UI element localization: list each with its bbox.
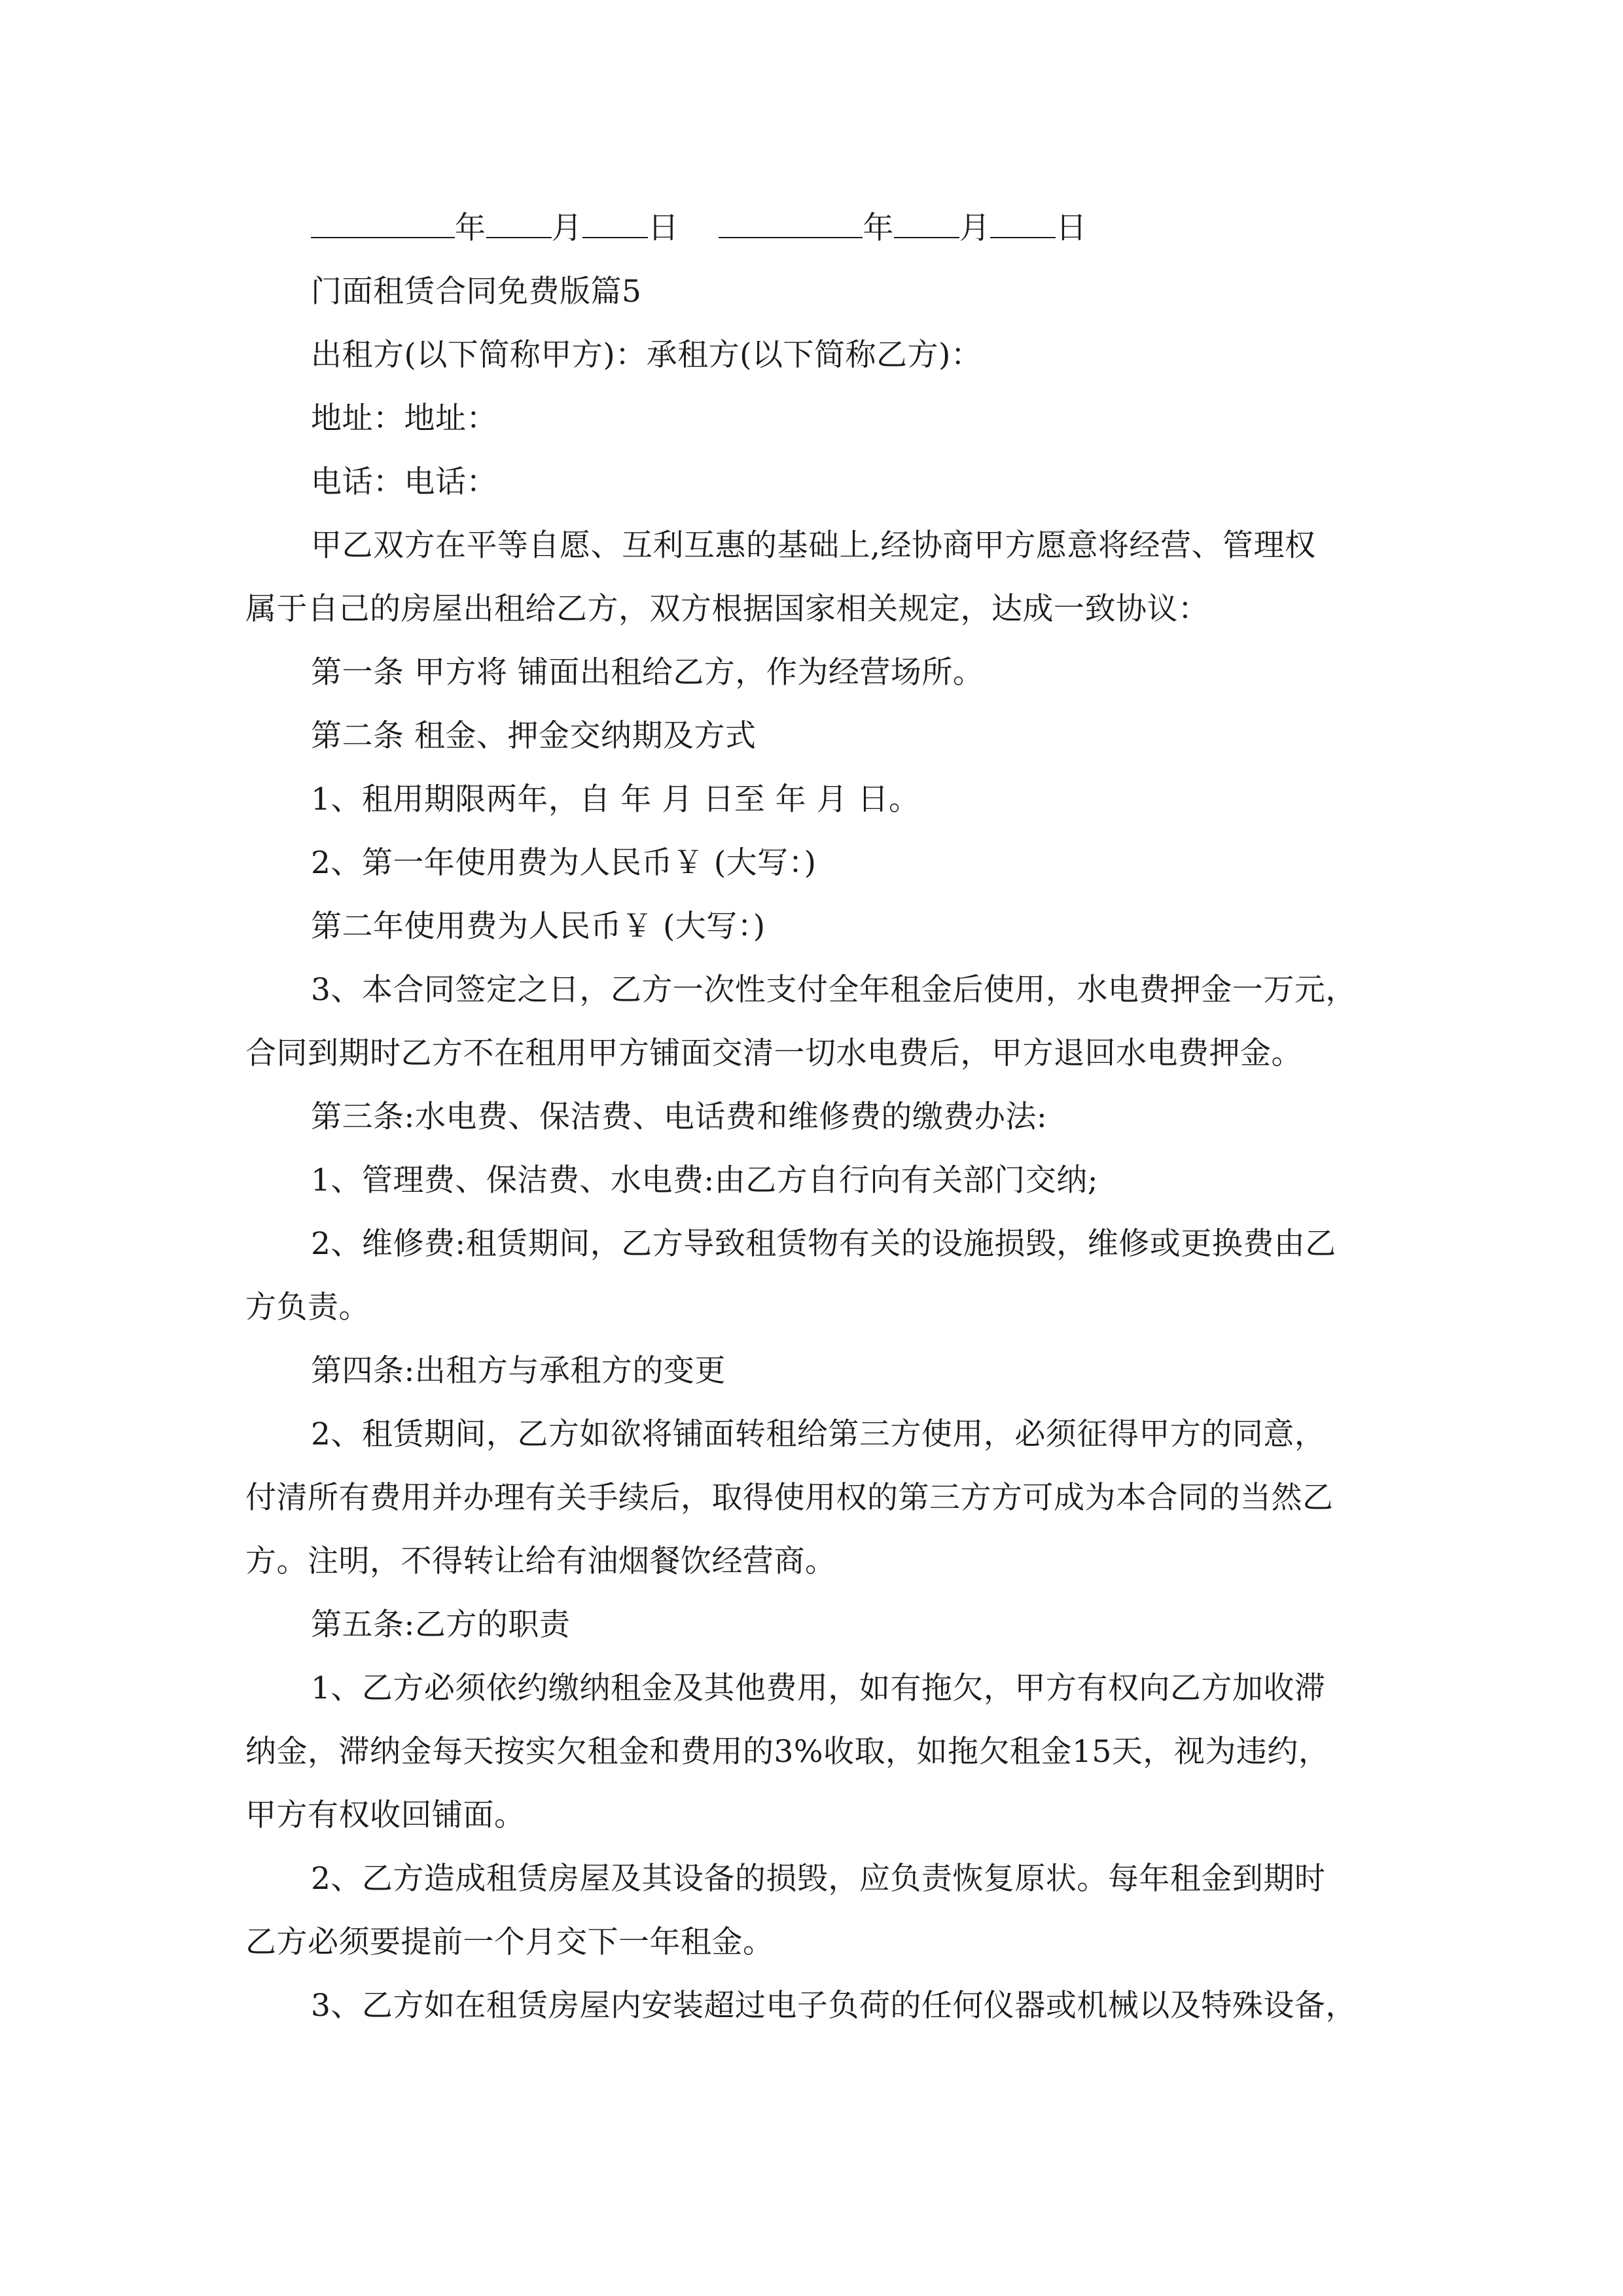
clause-line: 方。注明，不得转让给有油烟餐饮经营商。: [245, 1543, 836, 1579]
address-line: 地址：地址：: [311, 401, 497, 437]
day-label: 日: [1056, 210, 1087, 246]
year-label: 年: [863, 210, 894, 246]
phone-line: 电话：电话：: [311, 464, 497, 500]
clause-line: 3、本合同签定之日，乙方一次性支付全年租金后使用，水电费押金一万元，: [311, 972, 1357, 1008]
party-line: 出租方(以下简称甲方)：承租方(以下简称乙方)：: [311, 337, 982, 373]
article-heading: 第二条 租金、押金交纳期及方式: [311, 718, 757, 754]
month-label: 月: [551, 210, 582, 246]
day-blank: [582, 206, 648, 238]
clause-line: 1、租用期限两年，自 年 月 日至 年 月 日。: [311, 781, 920, 817]
year-blank: [719, 206, 863, 238]
day-blank: [990, 206, 1056, 238]
clause-line: 1、乙方必须依约缴纳租金及其他费用，如有拖欠，甲方有权向乙方加收滞: [311, 1670, 1326, 1706]
article-heading: 第四条:出租方与承租方的变更: [311, 1353, 726, 1389]
clause-line: 付清所有费用并办理有关手续后，取得使用权的第三方方可成为本合同的当然乙: [245, 1480, 1334, 1516]
article-line: 第一条 甲方将 铺面出租给乙方，作为经营场所。: [311, 655, 984, 691]
month-label: 月: [959, 210, 991, 246]
clause-line: 方负责。: [245, 1289, 370, 1325]
contract-body: [245, 196, 1404, 2037]
paragraph-line: 属于自己的房屋出租给乙方，双方根据国家相关规定，达成一致协议：: [245, 591, 1209, 627]
clause-line: 2、第一年使用费为人民币￥ (大写：): [311, 845, 817, 881]
signature-date-line: [245, 196, 1404, 260]
month-blank: [486, 206, 552, 238]
clause-line: 2、维修费:租赁期间，乙方导致租赁物有关的设施损毁，维修或更换费由乙: [311, 1226, 1336, 1262]
clause-line: 纳金，滞纳金每天按实欠租金和费用的3%收取，如拖欠租金15天，视为违约，: [245, 1734, 1330, 1770]
section-title: 门面租赁合同免费版篇5: [311, 274, 642, 310]
paragraph-line: 甲乙双方在平等自愿、互利互惠的基础上,经协商甲方愿意将经营、管理权: [311, 528, 1316, 564]
clause-line: 2、租赁期间，乙方如欲将铺面转租给第三方使用，必须征得甲方的同意，: [311, 1416, 1326, 1452]
clause-line: 2、乙方造成租赁房屋及其设备的损毁，应负责恢复原状。每年租金到期时: [311, 1861, 1326, 1897]
clause-line: 甲方有权收回铺面。: [245, 1797, 526, 1833]
year-blank: [311, 206, 455, 238]
month-blank: [894, 206, 959, 238]
year-label: 年: [455, 210, 486, 246]
clause-line: 合同到期时乙方不在租用甲方铺面交清一切水电费后，甲方退回水电费押金。: [245, 1035, 1302, 1071]
clause-line: 乙方必须要提前一个月交下一年租金。: [245, 1924, 774, 1960]
clause-line: 1、管理费、保洁费、水电费:由乙方自行向有关部门交纳;: [311, 1162, 1099, 1198]
clause-line: 3、乙方如在租赁房屋内安装超过电子负荷的任何仪器或机械以及特殊设备，: [311, 1988, 1357, 2024]
article-heading: 第五条:乙方的职责: [311, 1607, 571, 1643]
article-heading: 第三条:水电费、保洁费、电话费和维修费的缴费办法:: [311, 1099, 1048, 1135]
day-label: 日: [648, 210, 679, 246]
clause-line: 第二年使用费为人民币￥ (大写：): [311, 908, 766, 944]
